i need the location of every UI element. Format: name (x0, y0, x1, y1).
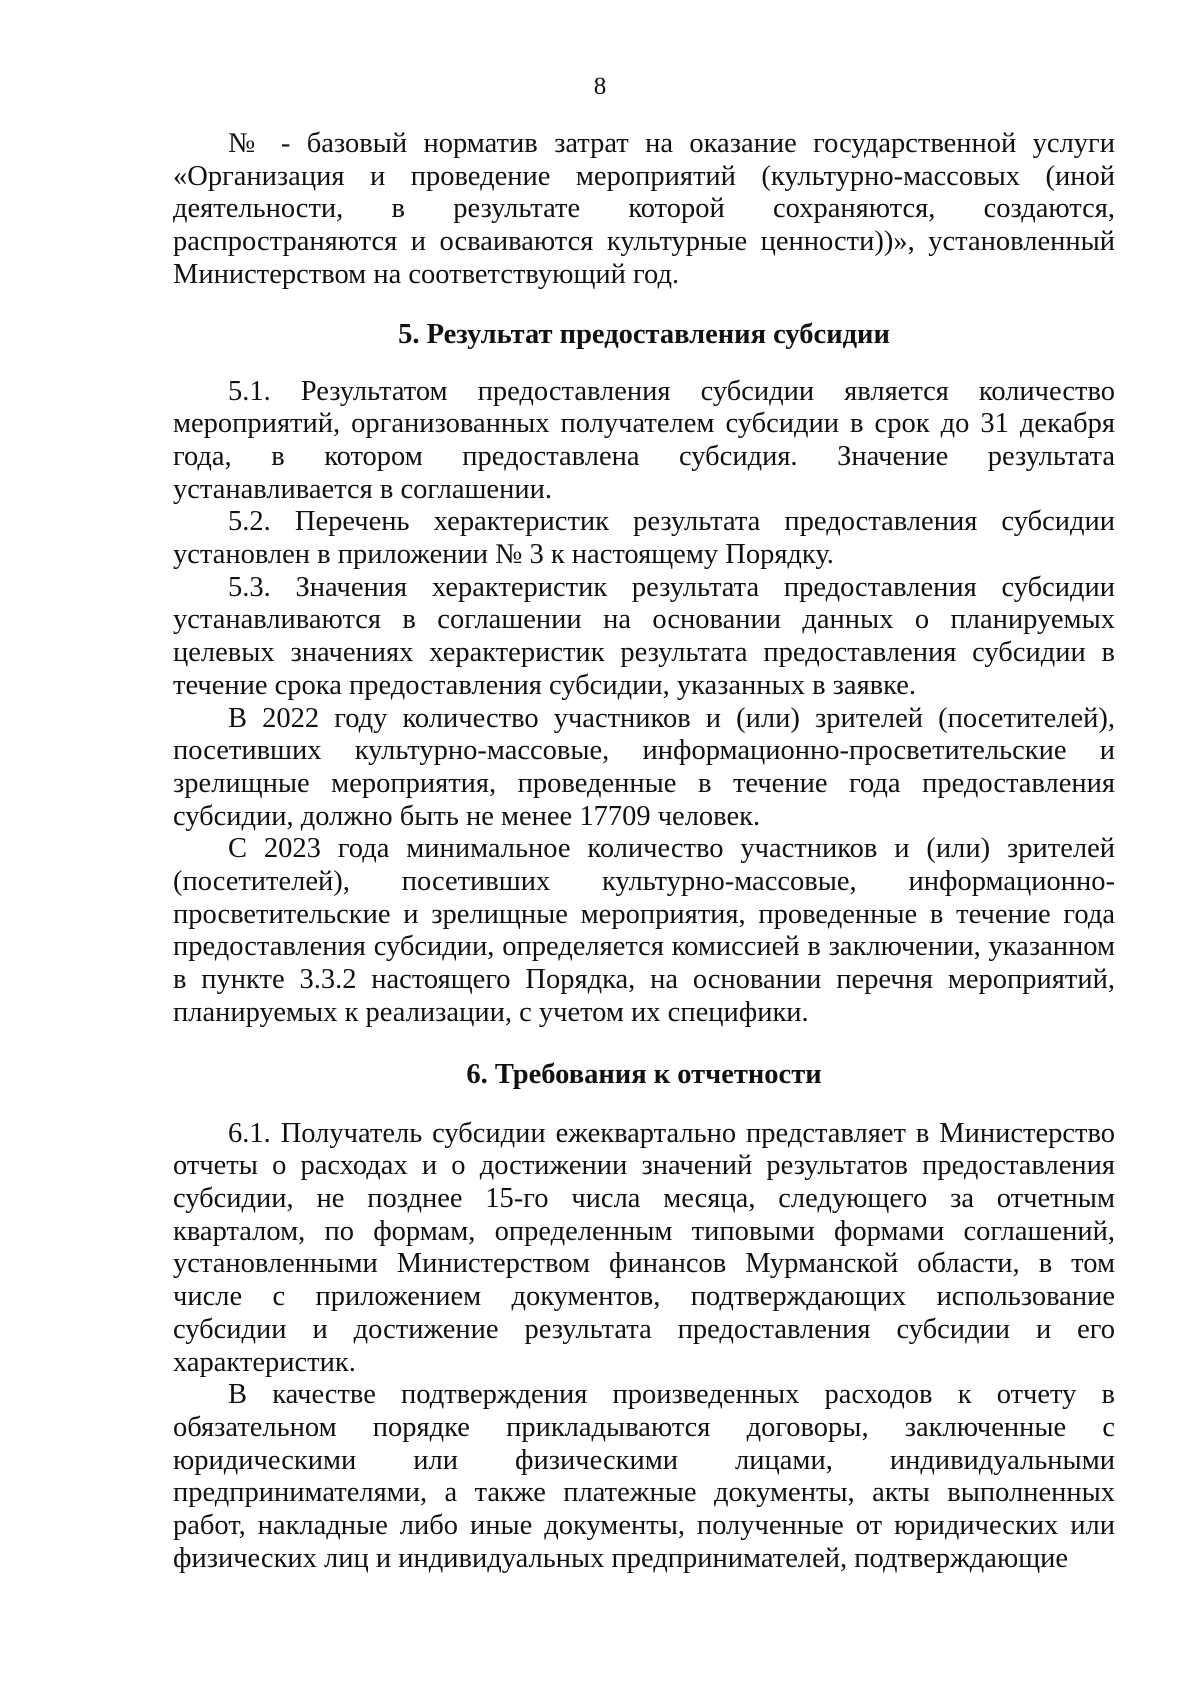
paragraph-5-3: 5.3. Значения херактеристик результата предоставления субсидии устанавливаются в соглашении на основании данных о планируемых целевых значениях херактеристик результата предоставления субсидии в течение срока предоставления субсидии, указанных в заявке. (173, 571, 1115, 701)
page-number: 8 (593, 73, 607, 100)
paragraph-5-1: 5.1. Результатом предоставления субсидии является количество мероприятий, организованных получателем субсидии в срок до 31 декабря года, в котором предоставлена субсидия. Значение результата устанавливается в соглашении. (173, 375, 1115, 505)
paragraph-confirmation: В качестве подтверждения произведенных расходов к отчету в обязательном порядке прикладываются договоры, заключенные с юридическими или физическими лицами, индивидуальными предпринимателями, а также платежные документы, акты выполненных работ, накладные либо иные документы, полученные от юридических или физических лиц и индивидуальных предпринимателей, подтверждающие (173, 1379, 1115, 1574)
paragraph-2022: В 2022 году количество участников и (или) зрителей (посетителей), посетивших культурно-массовые, информационно-просветительские и зрелищные мероприятия, проведенные в течение года предоставления субсидии, должно быть не менее 17709 человек. (173, 702, 1115, 832)
section-5-heading: 5. Результат предоставления субсидии (398, 318, 890, 350)
paragraph-6-1: 6.1. Получатель субсидии ежеквартально представляет в Министерство отчеты о расходах и о достижении значений результатов предоставления субсидии, не позднее 15-го числа месяца, следующего за отчетным кварталом, по формам, определенным типовыми формами соглашений, установленными Министерством финансов Мурманской области, в том числе с приложением документов, подтверждающих использование субсидии и достижение результата предоставления субсидии и его характеристик. (173, 1117, 1115, 1378)
paragraph-2023: С 2023 года минимальное количество участников и (или) зрителей (посетителей), посетивших культурно-массовые, информационно-просветительские и зрелищные мероприятия, проведенные в течение года предоставления субсидии, определяется комиссией в заключении, указанном в пункте 3.3.2 настоящего Порядка, на основании перечня мероприятий, планируемых к реализации, с учетом их специфики. (173, 833, 1115, 1028)
document-body (173, 128, 1115, 1575)
section-6-heading: 6. Требования к отчетности (466, 1058, 822, 1090)
intro-paragraph: № - базовый норматив затрат на оказание государственной услуги «Организация и проведение мероприятий (культурно-массовых (иной деятельности, в результате которой сохраняются, создаются, распространяются и осваиваются культурные ценности))», установленный Министерством на соответствующий год. (173, 128, 1115, 290)
paragraph-5-2: 5.2. Перечень херактеристик результата предоставления субсидии установлен в приложении № 3 к настоящему Порядку. (173, 506, 1115, 571)
